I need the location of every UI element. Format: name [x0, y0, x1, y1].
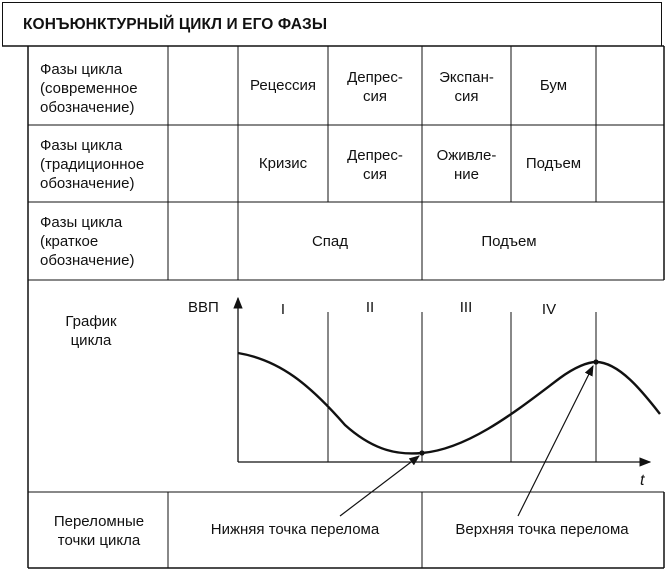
phase-traditional-3-line1: Оживле-: [436, 147, 497, 164]
row-label-modern-line3: обозначение): [40, 99, 135, 116]
gdp-axis-label: ВВП: [188, 299, 219, 316]
turning-row-label-line1: Переломные: [53, 513, 145, 530]
table-grid: [2, 46, 664, 568]
row-label-short-line2: (краткое: [40, 233, 99, 250]
cycle-graph: [238, 298, 660, 516]
phase-short-rise: Подъем: [481, 233, 537, 250]
upper-turning-arrow: [518, 366, 593, 516]
phase-traditional-2-line2: сия: [362, 166, 387, 183]
diagram-title: КОНЪЮНКТУРНЫЙ ЦИКЛ И ЕГО ФАЗЫ: [23, 16, 328, 33]
phase-traditional-1: Кризис: [258, 155, 308, 172]
row-label-modern-line2: (современное: [40, 80, 138, 97]
phase-modern-2-line2: сия: [362, 88, 387, 105]
phase-modern-1: Рецессия: [250, 77, 316, 94]
turning-row-label-line2: точки цикла: [57, 532, 141, 549]
time-axis-label: t: [640, 472, 645, 489]
upper-turning-point-marker: [593, 359, 598, 364]
row-label-short: [40, 213, 166, 270]
upper-turning-point-label: Верхняя точка перелома: [455, 521, 629, 538]
row-label-traditional-line1: Фазы цикла: [40, 137, 123, 154]
row-label-modern-line1: Фазы цикла: [40, 61, 123, 78]
graph-row-label-line2: цикла: [70, 332, 112, 349]
phase-short-decline: Спад: [311, 233, 349, 250]
phase-traditional-2-line1: Депрес-: [347, 147, 403, 164]
graph-row-label: [45, 312, 137, 350]
row-label-traditional: [40, 136, 166, 193]
phase-numeral-1: I: [280, 301, 286, 318]
phase-modern-3-line1: Экспан-: [439, 69, 494, 86]
phase-traditional-3: [422, 146, 511, 184]
phase-numeral-3: III: [459, 299, 473, 316]
phase-traditional-4: Подъем: [525, 155, 582, 172]
lower-turning-arrow: [340, 456, 419, 516]
row-label-short-line1: Фазы цикла: [40, 214, 123, 231]
turning-row-label: [30, 512, 168, 550]
cycle-curve: [238, 353, 660, 453]
phase-modern-2: [328, 68, 422, 106]
phase-traditional-2: [328, 146, 422, 184]
lower-turning-point-label: Нижняя точка перелома: [210, 521, 380, 538]
phase-traditional-3-line2: ние: [453, 166, 479, 183]
lower-turning-point-marker: [419, 450, 424, 455]
phase-numeral-2: II: [365, 299, 375, 316]
row-label-traditional-line2: (традиционное: [40, 156, 145, 173]
phase-modern-4: Бум: [539, 77, 568, 94]
phase-modern-3: [422, 68, 511, 106]
row-label-traditional-line3: обозначение): [40, 175, 135, 192]
graph-row-label-line1: График: [65, 313, 117, 330]
row-label-modern: [40, 60, 166, 117]
row-label-short-line3: обозначение): [40, 252, 135, 269]
phase-modern-3-line2: сия: [454, 88, 479, 105]
phase-numeral-4: IV: [541, 301, 557, 318]
phase-modern-2-line1: Депрес-: [347, 69, 403, 86]
